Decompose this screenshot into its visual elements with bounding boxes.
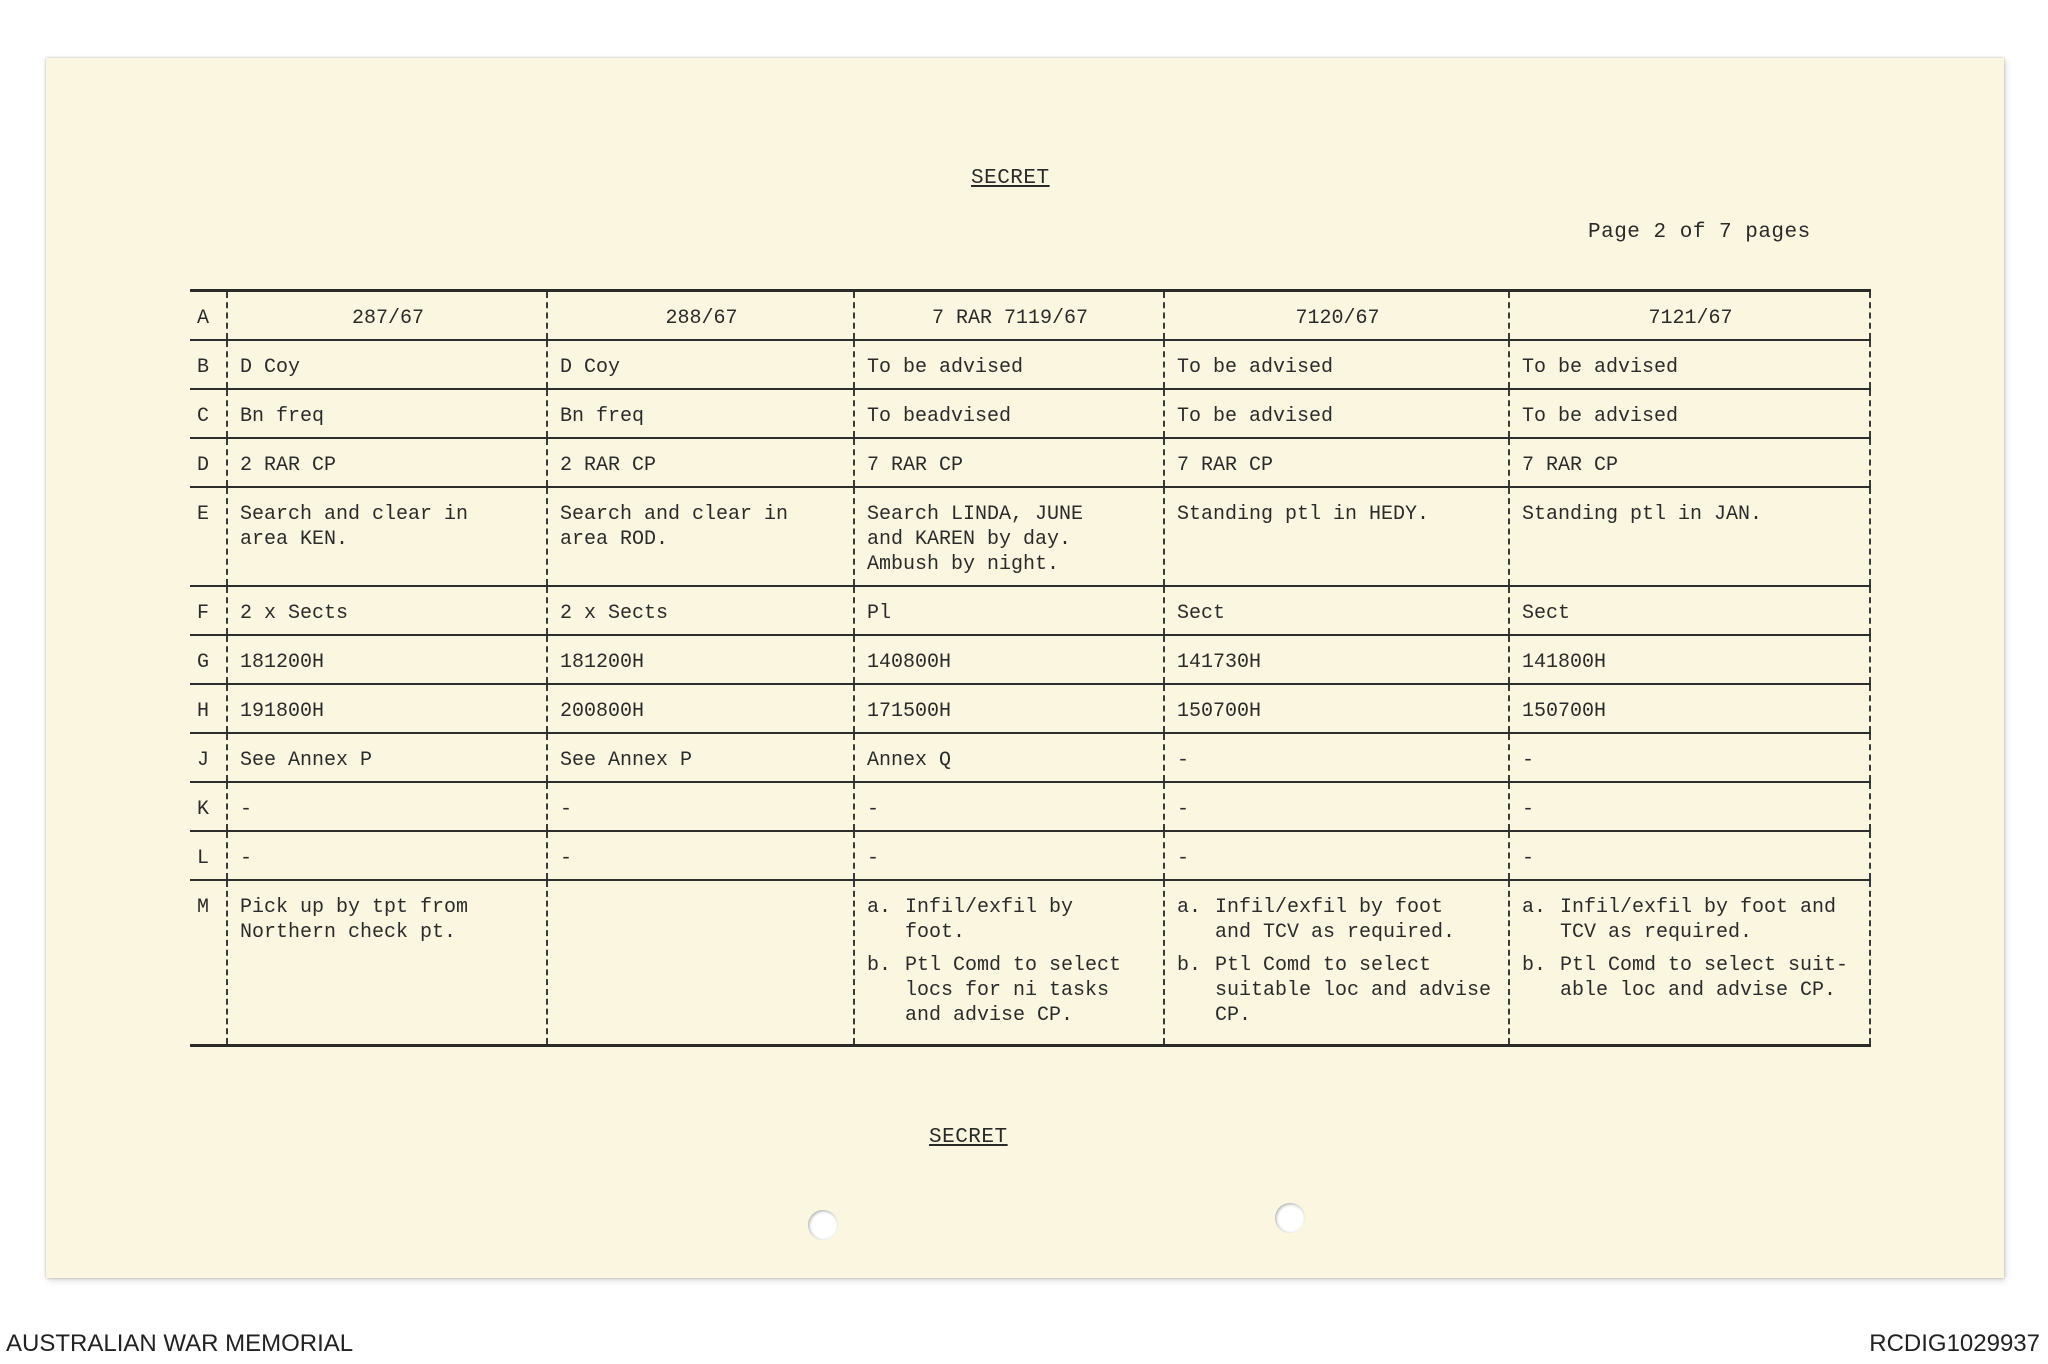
- row-label: C: [190, 389, 227, 438]
- sub-item-text: Ptl Comd to select suit- able loc and advise CP.: [1560, 954, 1849, 1002]
- sub-item-marker: a.: [1522, 896, 1547, 919]
- table-cell: 191800H: [227, 684, 547, 733]
- table-cell: [1509, 880, 1870, 1046]
- row-label: E: [190, 487, 227, 586]
- table-cell: Search LINDA, JUNE and KAREN by day. Ambush by night.: [854, 487, 1164, 586]
- sub-item-marker: a.: [1177, 896, 1202, 919]
- table-cell: 287/67: [227, 291, 547, 341]
- table-cell: 200800H: [547, 684, 854, 733]
- table-cell: -: [1164, 782, 1509, 831]
- table-cell: 2 RAR CP: [547, 438, 854, 487]
- table-cell: 288/67: [547, 291, 854, 341]
- table-cell: 150700H: [1164, 684, 1509, 733]
- row-label: G: [190, 635, 227, 684]
- table-cell: 7 RAR CP: [854, 438, 1164, 487]
- row-label: H: [190, 684, 227, 733]
- archive-credit: AUSTRALIAN WAR MEMORIAL: [6, 1330, 354, 1357]
- table-cell: [1164, 880, 1509, 1046]
- table-cell: Pl: [854, 586, 1164, 635]
- row-label: M: [190, 880, 227, 1046]
- table-cell: -: [547, 831, 854, 880]
- table-cell: Search and clear in area ROD.: [547, 487, 854, 586]
- table-cell: 2 x Sects: [227, 586, 547, 635]
- table-cell: 181200H: [227, 635, 547, 684]
- table-cell: Search and clear in area KEN.: [227, 487, 547, 586]
- row-label: B: [190, 340, 227, 389]
- table-cell: 141800H: [1509, 635, 1870, 684]
- table-row: [190, 291, 1870, 341]
- table-row: [190, 831, 1870, 880]
- row-label: L: [190, 831, 227, 880]
- sub-item-marker: a.: [867, 896, 892, 919]
- table-cell: -: [854, 782, 1164, 831]
- table-cell: To beadvised: [854, 389, 1164, 438]
- sub-item-text: Infil/exfil by foot and TCV as required.: [1215, 896, 1456, 944]
- sub-item: [1177, 953, 1498, 1028]
- table-row: [190, 733, 1870, 782]
- orders-table: [190, 289, 1871, 1047]
- table-cell: [547, 880, 854, 1046]
- row-label: F: [190, 586, 227, 635]
- classification-top: SECRET: [971, 167, 1050, 190]
- sub-item-text: Infil/exfil by foot.: [905, 896, 1074, 944]
- sub-item-marker: b.: [867, 954, 892, 977]
- table-cell: 7 RAR CP: [1509, 438, 1870, 487]
- table-cell: 141730H: [1164, 635, 1509, 684]
- sub-item-text: Ptl Comd to select locs for ni tasks and advise CP.: [905, 954, 1122, 1027]
- table-cell: 7 RAR 7119/67: [854, 291, 1164, 341]
- table-row: [190, 389, 1870, 438]
- table-cell: 150700H: [1509, 684, 1870, 733]
- sub-item-marker: b.: [1177, 954, 1202, 977]
- table-cell: [854, 880, 1164, 1046]
- table-cell: D Coy: [227, 340, 547, 389]
- table-row: [190, 438, 1870, 487]
- table-row: [190, 684, 1870, 733]
- table-cell: 7121/67: [1509, 291, 1870, 341]
- table-cell: -: [1509, 831, 1870, 880]
- row-label: J: [190, 733, 227, 782]
- table-cell: To be advised: [854, 340, 1164, 389]
- table-row: [190, 782, 1870, 831]
- table-cell: -: [547, 782, 854, 831]
- table-row: [190, 487, 1870, 586]
- table-row: [190, 635, 1870, 684]
- table-cell: Bn freq: [227, 389, 547, 438]
- table-row: [190, 880, 1870, 1046]
- table-cell: 7 RAR CP: [1164, 438, 1509, 487]
- table-cell: -: [854, 831, 1164, 880]
- table-cell: To be advised: [1509, 340, 1870, 389]
- table-cell: -: [227, 782, 547, 831]
- punch-hole: [1275, 1203, 1305, 1233]
- table-cell: -: [1509, 733, 1870, 782]
- table-cell: To be advised: [1164, 389, 1509, 438]
- sub-item: [1522, 953, 1859, 1003]
- table-cell: 7120/67: [1164, 291, 1509, 341]
- row-label: A: [190, 291, 227, 341]
- row-label: D: [190, 438, 227, 487]
- table-cell: 140800H: [854, 635, 1164, 684]
- table-cell: To be advised: [1164, 340, 1509, 389]
- table-cell: 2 x Sects: [547, 586, 854, 635]
- table-cell: Pick up by tpt from Northern check pt.: [227, 880, 547, 1046]
- table-cell: -: [227, 831, 547, 880]
- sub-item-text: Ptl Comd to select suitable loc and advise CP.: [1215, 954, 1492, 1027]
- table-cell: Standing ptl in HEDY.: [1164, 487, 1509, 586]
- table-cell: See Annex P: [547, 733, 854, 782]
- sub-item: [1522, 895, 1859, 945]
- sub-item: [867, 895, 1153, 945]
- table-cell: 171500H: [854, 684, 1164, 733]
- archive-reference: RCDIG1029937: [1869, 1330, 2040, 1357]
- table-cell: To be advised: [1509, 389, 1870, 438]
- table-cell: Sect: [1509, 586, 1870, 635]
- punch-hole: [808, 1210, 838, 1240]
- classification-bottom: SECRET: [929, 1126, 1008, 1149]
- table-cell: Annex Q: [854, 733, 1164, 782]
- sub-item-marker: b.: [1522, 954, 1547, 977]
- sub-item-text: Infil/exfil by foot and TCV as required.: [1560, 896, 1837, 944]
- table-cell: -: [1164, 733, 1509, 782]
- table-row: [190, 340, 1870, 389]
- table-cell: Bn freq: [547, 389, 854, 438]
- table-cell: 2 RAR CP: [227, 438, 547, 487]
- table-cell: Standing ptl in JAN.: [1509, 487, 1870, 586]
- table-cell: See Annex P: [227, 733, 547, 782]
- table-cell: Sect: [1164, 586, 1509, 635]
- table-row: [190, 586, 1870, 635]
- table-cell: -: [1164, 831, 1509, 880]
- table-cell: 181200H: [547, 635, 854, 684]
- sub-item: [867, 953, 1153, 1028]
- table-cell: D Coy: [547, 340, 854, 389]
- row-label: K: [190, 782, 227, 831]
- sub-item: [1177, 895, 1498, 945]
- page-number: Page 2 of 7 pages: [1588, 221, 1811, 244]
- table-cell: -: [1509, 782, 1870, 831]
